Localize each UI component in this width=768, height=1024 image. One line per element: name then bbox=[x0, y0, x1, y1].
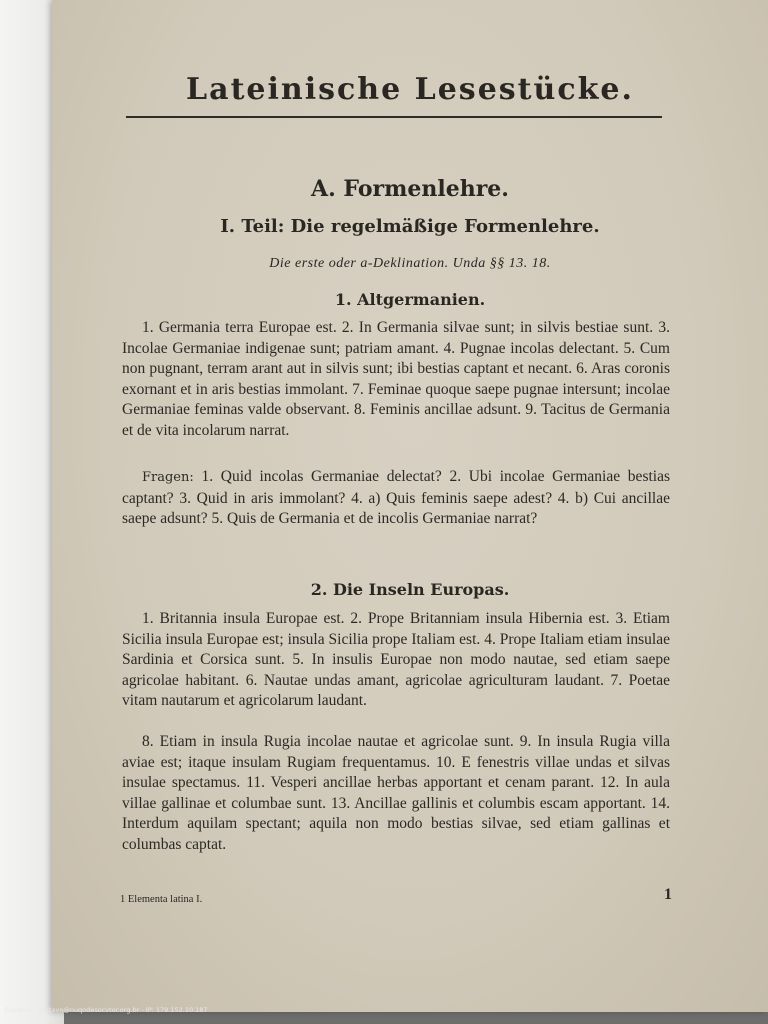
lesson-2-text-part-1: 1. Britannia insula Europae est. 2. Prope Britanniam insula Hibernia est. 3. Etiam Sicilia insula Europae est; insula Sicilia prope Italiam est. 4. Prope Italiam etiam insulae Sardinia et Corsica sunt. 5. In insulis Europae non modo nautae, sed etiam saepe agricolae habitant. 6. Nautae undas amant, agricolae agriculturam laudant. 7. Poetae vitam nautarum et agricolarum laudant. bbox=[122, 610, 670, 709]
lesson-1-heading: 1. Altgermanien. bbox=[334, 290, 486, 309]
section-title: I. Teil: Die regelmäßige Formenlehre. bbox=[220, 216, 600, 237]
declension-subtitle: Die erste oder a-Deklination. Unda §§ 13. 18. bbox=[269, 256, 551, 271]
download-watermark: Gustavo - gustavo@nuqodesocvtor.org.br - IP: 179.152.10.187 bbox=[4, 1006, 208, 1014]
part-title: A. Formenlehre. bbox=[311, 176, 509, 202]
lesson-2-text-part-2: 8. Etiam in insula Rugia incolae nautae et agricolae sunt. 9. In insula Rugia villa aviae est; itaque insulam Rugiam frequentamus. 10. E fenestris villae undas et silvas insulae spectamus. 11. Vesperi ancillae herbas apportant et cenam parant. 12. In aula villae gallinae et columbae sunt. 13. Ancillae gallinis et columbis escam apportant. 14. Interdum aquilam spectant; aquila non modo bestias silvae, sed etiam gallinas et columbas captat. bbox=[122, 733, 670, 853]
running-title: Lateinische Lesestücke. bbox=[186, 72, 634, 107]
lesson-1-questions bbox=[122, 467, 670, 530]
page-number: 1 bbox=[664, 886, 672, 903]
lesson-1-text: 1. Germania terra Europae est. 2. In Germania silvae sunt; in silvis bestiae sunt. 3. Incolae Germaniae indigenae sunt; patriam amant. 4. Pugnae incolas delectant. 5. Cum non pugnant, terram arant aut in silvis sunt; ibi bestias captant et necant. 6. Aras coronis exornant et in aris bestias immolant. 7. Feminae quoque saepe pugnae intersunt; incolae Germaniae feminas valde observant. 8. Feminis ancillae adsunt. 9. Tacitus de Germania et de vita incolarum narrat. bbox=[122, 319, 670, 439]
lesson-2-heading: 2. Die Inseln Europas. bbox=[310, 580, 510, 599]
header-rule bbox=[126, 116, 662, 118]
questions-text: 1. Quid incolas Germaniae delectat? 2. Ubi incolae Germaniae bestias captant? 3. Quid in aris immolant? 4. a) Quis feminis saepe adest? 4. b) Cui ancillae saepe adsunt? 5. Quis de Germania et de incolis Germaniae narrat? bbox=[122, 468, 670, 527]
questions-label: Fragen: bbox=[142, 470, 194, 485]
book-page bbox=[52, 0, 768, 1012]
signature-mark: 1 Elementa latina I. bbox=[120, 894, 203, 905]
